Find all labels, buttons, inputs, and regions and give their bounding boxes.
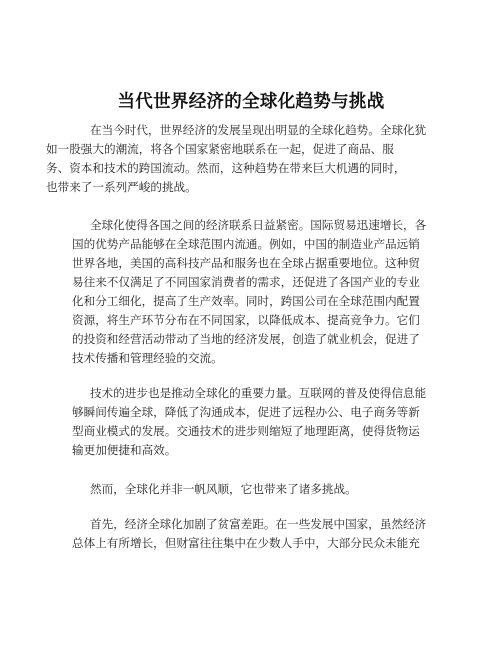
paragraph-line: 技术传播和管理经验的交流。 <box>72 351 223 365</box>
paragraph-line: 的投资和经营活动带动了当地的经济发展，创造了就业机会，促进了 <box>72 332 420 346</box>
paragraph-line: 世界各地，美国的高科技产品和服务也在全球占据重要地位。这种贸 <box>72 256 420 270</box>
paragraph-line: 化和分工细化，提高了生产效率。同时，跨国公司在全球范围内配置 <box>72 294 420 308</box>
paragraph-line: 在当今时代，世界经济的发展呈现出明显的全球化趋势。全球化犹 <box>90 123 427 137</box>
paragraph-line: 技术的进步也是推动全球化的重要力量。互联网的普及使得信息能 <box>90 386 427 400</box>
paragraph-line: 型商业模式的发展。交通技术的进步则缩短了地理距离，使得货物运 <box>72 424 420 438</box>
paragraph-line: 易往来不仅满足了不同国家消费者的需求，还促进了各国产业的专业 <box>72 275 420 289</box>
paragraph-line: 国的优势产品能够在全球范围内流通。例如，中国的制造业产品远销 <box>72 237 420 251</box>
paragraph-line: 然而，全球化并非一帆风顺，它也带来了诸多挑战。 <box>90 482 357 496</box>
paragraph-1 <box>46 121 427 197</box>
paragraph-line: 首先，经济全球化加剧了贫富差距。在一些发展中国家，虽然经济 <box>90 517 427 531</box>
paragraph-5 <box>72 515 426 553</box>
paragraph-2 <box>72 216 426 368</box>
paragraph-line: 全球化使得各国之间的经济联系日益紧密。国际贸易迅速增长，各 <box>90 218 427 232</box>
paragraph-line: 输更加便捷和高效。 <box>72 443 177 457</box>
paragraph-line: 如一股强大的潮流，将各个国家紧密地联系在一起，促进了商品、服 <box>46 142 394 156</box>
document-title: 当代世界经济的全球化趋势与挑战 <box>117 92 385 112</box>
paragraph-line: 务、资本和技术的跨国流动。然而，这种趋势在带来巨大机遇的同时， <box>46 161 406 175</box>
paragraph-4 <box>72 480 357 499</box>
paragraph-line: 也带来了一系列严峻的挑战。 <box>46 180 197 194</box>
paragraph-line: 够瞬间传遍全球，降低了沟通成本，促进了远程办公、电子商务等新 <box>72 405 420 419</box>
paragraph-3 <box>72 384 426 460</box>
paragraph-line: 资源，将生产环节分布在不同国家，以降低成本、提高竞争力。它们 <box>72 313 420 327</box>
paragraph-line: 总体上有所增长，但财富往往集中在少数人手中，大部分民众未能充 <box>72 536 420 550</box>
